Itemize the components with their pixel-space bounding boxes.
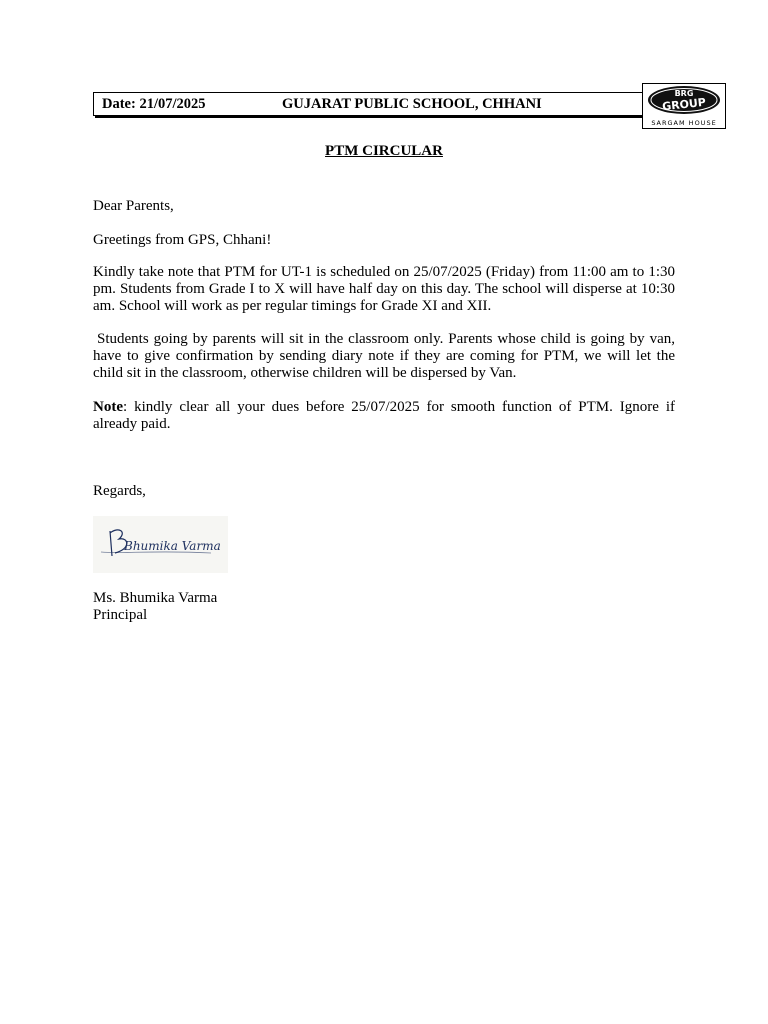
signatory-title: Principal	[93, 607, 148, 623]
paragraph-van-students: Students going by parents will sit in the classroom only. Parents whose child is going by van, have to give confirmation by sending diary note if they are coming for PTM, we will let the child sit in the classroom, otherwise children will be dispersed by Van.	[93, 331, 675, 381]
greeting: Greetings from GPS, Chhani!	[93, 232, 272, 248]
signature-image	[93, 516, 228, 573]
header-box	[93, 92, 643, 116]
signatory-name: Ms. Bhumika Varma	[93, 590, 218, 606]
closing: Regards,	[93, 483, 146, 499]
school-name: GUJARAT PUBLIC SCHOOL, CHHANI	[282, 96, 542, 112]
logo-house-text: SARGAM HOUSE	[651, 119, 717, 127]
logo-brg-text: BRG	[674, 89, 694, 98]
note-paragraph	[93, 399, 675, 433]
paragraph-ptm-schedule: Kindly take note that PTM for UT-1 is scheduled on 25/07/2025 (Friday) from 11:00 am to 1:30 pm. Students from Grade I to X will have half day on this day. The school will disperse at 10:30 am. School will work as per regular timings for Grade XI and XII.	[93, 264, 675, 314]
signature-handwriting: Bhumika Varma	[124, 539, 221, 553]
salutation: Dear Parents,	[93, 198, 174, 214]
brg-group-logo	[642, 83, 726, 129]
note-label: Note	[93, 399, 123, 415]
note-text: : kindly clear all your dues before 25/07/2025 for smooth function of PTM. Ignore if already paid.	[93, 399, 675, 432]
circular-title: PTM CIRCULAR	[325, 143, 443, 159]
circular-date: Date: 21/07/2025	[102, 96, 206, 112]
logo-group-text: GROUP	[661, 95, 707, 114]
